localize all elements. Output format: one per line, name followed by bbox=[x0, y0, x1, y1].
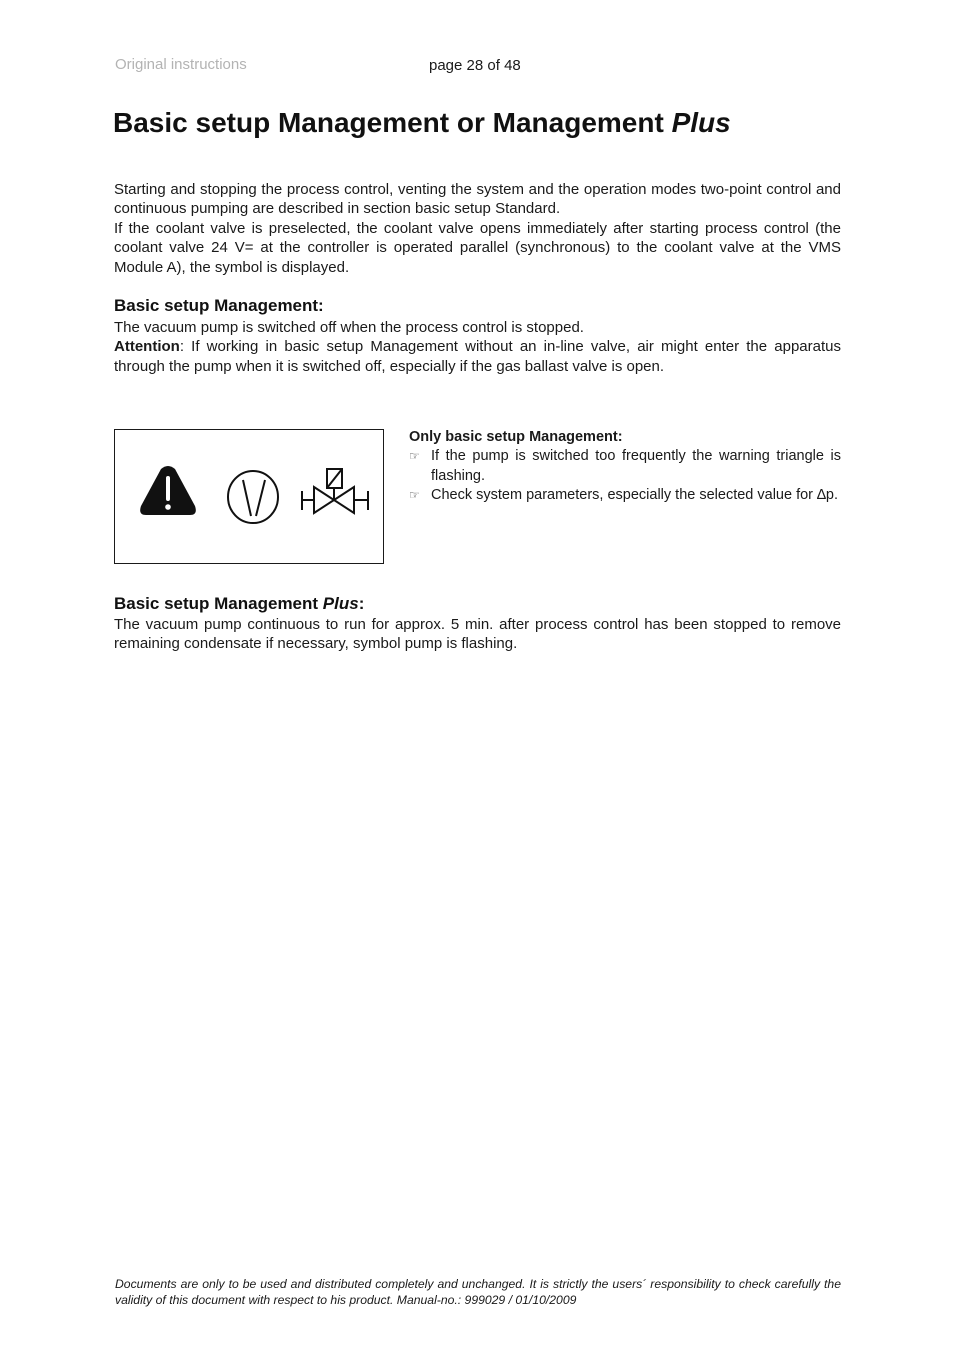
note-title: Only basic setup Management: bbox=[409, 429, 623, 445]
solenoid-valve-icon bbox=[302, 469, 368, 513]
page-number: page 28 of 48 bbox=[429, 57, 521, 74]
intro-text-coolant: If the coolant valve is preselected, the coolant valve opens immediately after starting process control (the coolant valve 24 V= at the controller is operated parallel (synchronous) to the coolant valve at the VMS Module A), the symbol is displayed. bbox=[114, 219, 841, 276]
attention-label: Attention bbox=[114, 338, 180, 356]
symbol-panel bbox=[114, 429, 384, 564]
symbol-graphic bbox=[115, 430, 385, 565]
footer-disclaimer: Documents are only to be used and distributed completely and unchanged. It is strictly the users´ responsibility to check carefully the validity of this document with respect to his product. Manual-no.: 999029 / 01/10/2009 bbox=[115, 1277, 841, 1307]
pointing-hand-icon: ☞ bbox=[409, 488, 420, 503]
management-plus-paragraph: The vacuum pump continuous to run for approx. 5 min. after process control has been stopped to remove remaining condensate if necessary, symbol pump is flashing. bbox=[114, 616, 841, 653]
note-item bbox=[409, 447, 841, 486]
attention-note bbox=[114, 337, 841, 376]
management-note bbox=[409, 428, 841, 506]
management-heading: Basic setup Management: bbox=[114, 296, 324, 315]
page-title-italic: Plus bbox=[671, 107, 731, 138]
management-paragraph bbox=[114, 318, 841, 376]
header-left-label: Original instructions bbox=[115, 56, 247, 73]
management-line: The vacuum pump is switched off when the process control is stopped. bbox=[114, 319, 584, 336]
management-plus-heading-colon: : bbox=[358, 594, 365, 613]
intro-paragraph bbox=[114, 180, 841, 277]
page-title bbox=[113, 107, 731, 139]
intro-text: Starting and stopping the process control, venting the system and the operation modes two-point control and continuous pumping are described in section basic setup Standard. bbox=[114, 181, 841, 218]
note-item bbox=[409, 486, 841, 505]
management-plus-heading-main: Basic setup Management bbox=[114, 594, 323, 613]
management-plus-heading-italic: Plus bbox=[322, 594, 359, 613]
pump-icon bbox=[228, 471, 278, 523]
note-item-text: If the pump is switched too frequently the warning triangle is flashing. bbox=[431, 448, 841, 484]
warning-triangle-icon bbox=[140, 466, 196, 515]
attention-text: : If working in basic setup Management without an in-line valve, air might enter the apparatus through the pump when it is switched off, especially if the gas ballast valve is open. bbox=[114, 338, 841, 375]
note-item-text: Check system parameters, especially the selected value for ∆p. bbox=[431, 487, 838, 504]
page-title-main: Basic setup Management or Management bbox=[113, 107, 672, 138]
pointing-hand-icon: ☞ bbox=[409, 449, 420, 464]
management-plus-heading bbox=[114, 594, 364, 614]
